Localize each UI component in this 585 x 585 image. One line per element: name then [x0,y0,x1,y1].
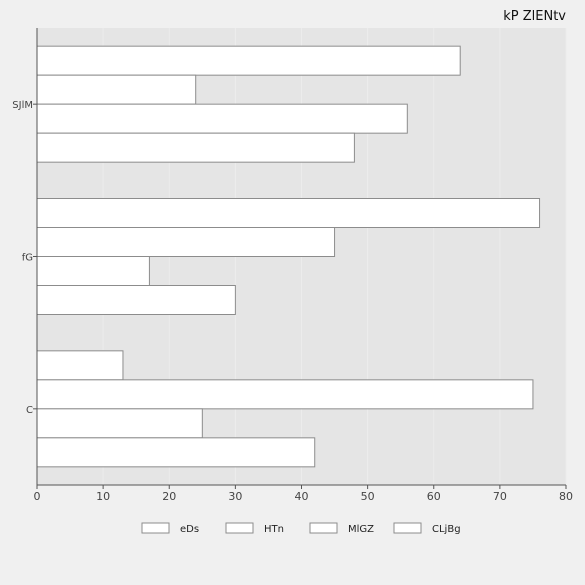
legend-swatch-MlGZ [310,523,337,533]
legend-label-HTn: HTn [264,524,284,535]
bar-HTn-SJlM [37,75,196,104]
x-tick-label-0: 0 [33,490,41,503]
legend-label-CLjBg: CLjBg [432,524,461,535]
legend-swatch-CLjBg [394,523,421,533]
x-tick-label-40: 40 [294,490,309,503]
y-tick-label-fG: fG [21,252,33,264]
legend [142,523,461,535]
legend-label-MlGZ: MlGZ [348,524,375,535]
x-tick-label-20: 20 [162,490,177,503]
x-tick-label-10: 10 [96,490,111,503]
bar-HTn-C [37,380,533,409]
bar-MlGZ-SJlM [37,104,407,133]
bar-CLjBg-SJlM [37,133,354,162]
legend-swatch-eDs [142,523,169,533]
chart-title: kP ZlENtv [503,9,566,24]
y-tick-label-SJlM: SJlM [12,100,33,112]
x-tick-label-60: 60 [426,490,441,503]
y-tick-label-C: C [26,404,33,416]
x-tick-label-80: 80 [559,490,573,503]
x-tick-label-70: 70 [492,490,507,503]
bar-MlGZ-fG [37,257,149,286]
bar-CLjBg-fG [37,286,235,315]
x-tick-label-30: 30 [228,490,243,503]
bar-eDs-fG [37,199,540,228]
bar-HTn-fG [37,228,335,257]
bar-CLjBg-C [37,438,315,467]
x-tick-label-50: 50 [360,490,375,503]
bar-eDs-C [37,351,123,380]
legend-swatch-HTn [226,523,253,533]
bar-MlGZ-C [37,409,202,438]
bar-eDs-SJlM [37,46,460,75]
legend-label-eDs: eDs [180,524,200,535]
